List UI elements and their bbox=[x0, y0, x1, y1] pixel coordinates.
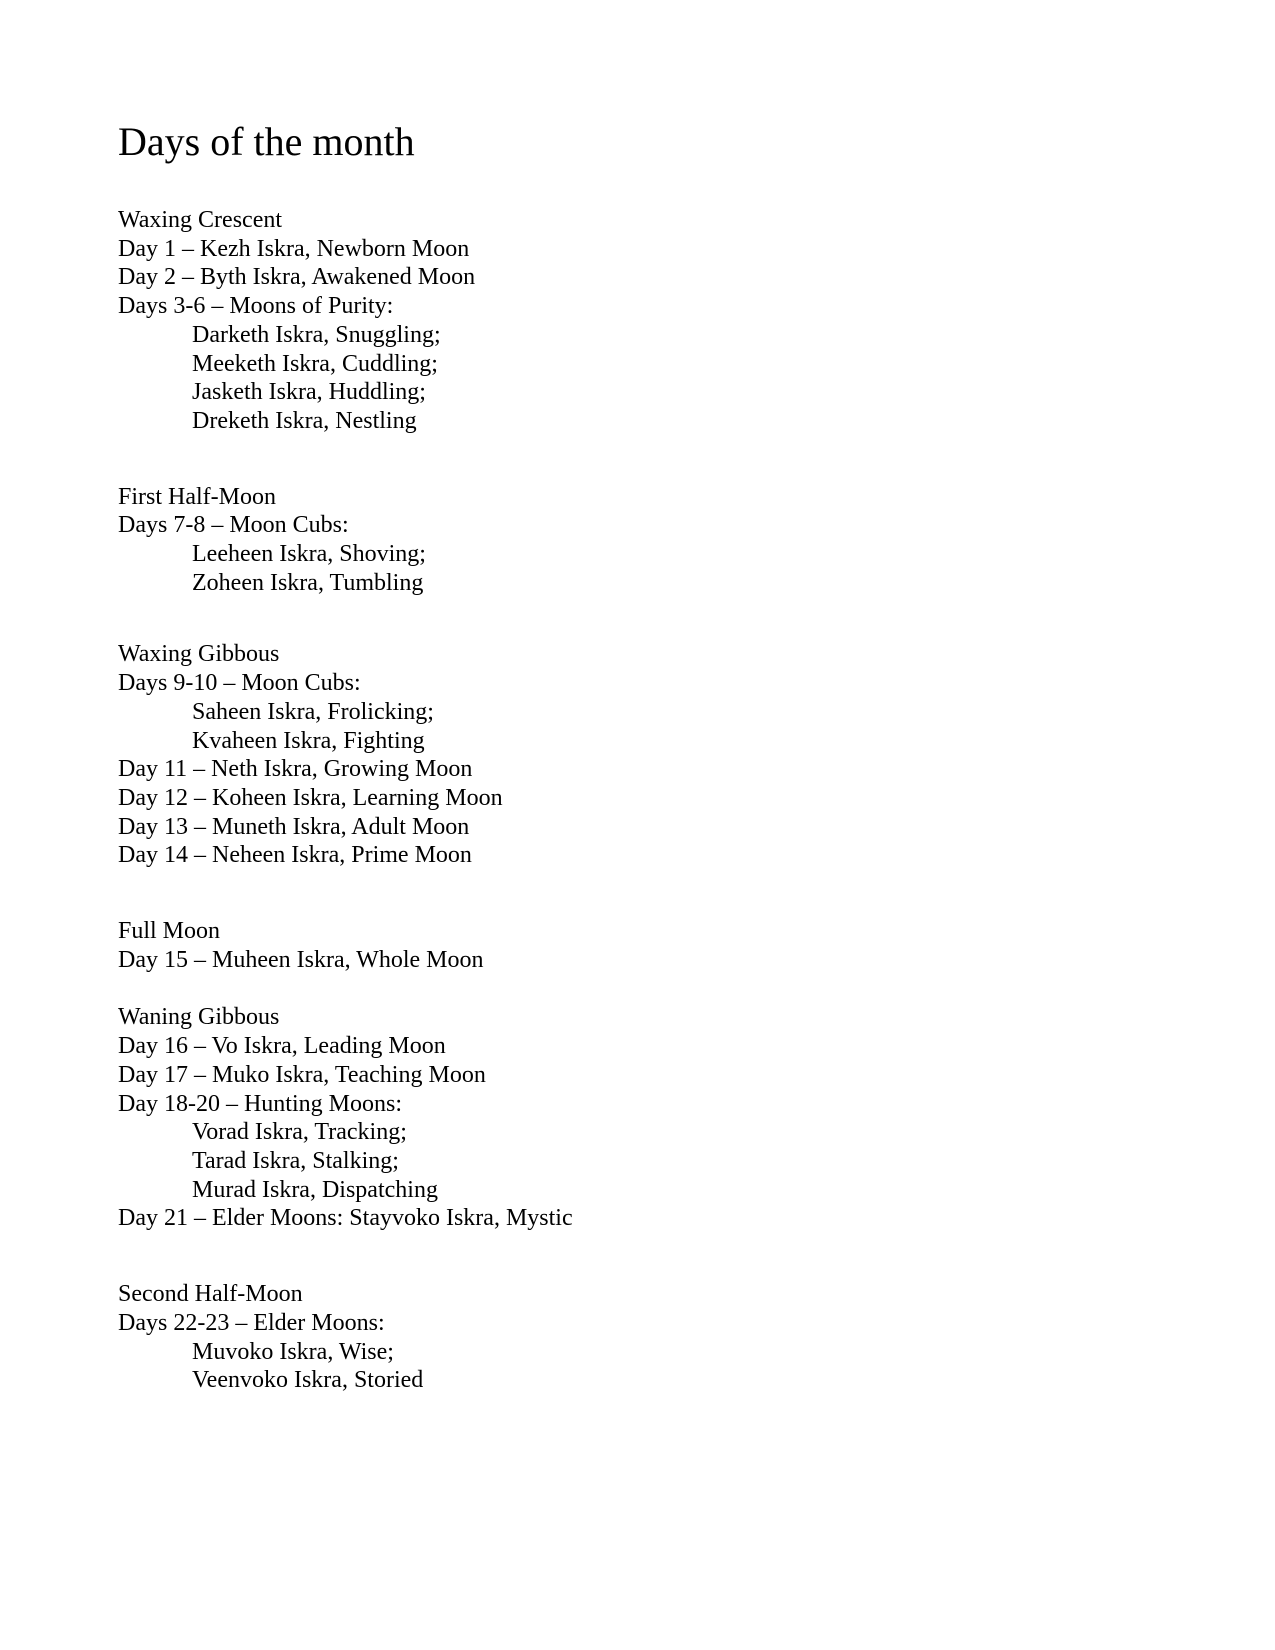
list-item: Days 7-8 – Moon Cubs: bbox=[118, 512, 349, 539]
section-waxing-crescent bbox=[118, 206, 1158, 436]
list-item: Day 21 – Elder Moons: Stayvoko Iskra, Mystic bbox=[118, 1205, 573, 1232]
document-content bbox=[118, 206, 1158, 1395]
document-page bbox=[118, 118, 1158, 1395]
list-item: Days 22-23 – Elder Moons: bbox=[118, 1309, 385, 1336]
list-item: Day 11 – Neth Iskra, Growing Moon bbox=[118, 756, 473, 783]
section-heading: Waning Gibbous bbox=[118, 1004, 280, 1031]
list-subitem: Murad Iskra, Dispatching bbox=[192, 1176, 438, 1203]
list-item: Day 13 – Muneth Iskra, Adult Moon bbox=[118, 813, 470, 840]
list-subitem: Tarad Iskra, Stalking; bbox=[192, 1147, 399, 1174]
list-subitem: Muvoko Iskra, Wise; bbox=[192, 1338, 394, 1365]
list-subitem: Jasketh Iskra, Huddling; bbox=[192, 379, 426, 406]
section-gap bbox=[118, 436, 1158, 483]
list-subitem: Leeheen Iskra, Shoving; bbox=[192, 541, 426, 568]
list-subitem: Saheen Iskra, Frolicking; bbox=[192, 698, 434, 725]
section-full-moon bbox=[118, 917, 1158, 974]
section-heading: Second Half-Moon bbox=[118, 1281, 303, 1308]
list-subitem: Darketh Iskra, Snuggling; bbox=[192, 321, 441, 348]
section-heading: First Half-Moon bbox=[118, 483, 276, 510]
list-item: Days 3-6 – Moons of Purity: bbox=[118, 293, 394, 320]
section-second-half-moon bbox=[118, 1280, 1158, 1395]
section-waxing-gibbous bbox=[118, 640, 1158, 870]
section-heading: Full Moon bbox=[118, 918, 221, 945]
list-item: Day 12 – Koheen Iskra, Learning Moon bbox=[118, 784, 503, 811]
list-subitem: Dreketh Iskra, Nestling bbox=[192, 407, 417, 434]
section-gap bbox=[118, 1233, 1158, 1280]
section-gap bbox=[118, 870, 1158, 917]
list-subitem: Veenvoko Iskra, Storied bbox=[192, 1367, 424, 1394]
list-item: Day 15 – Muheen Iskra, Whole Moon bbox=[118, 946, 484, 973]
section-gap bbox=[118, 597, 1158, 640]
list-item: Day 1 – Kezh Iskra, Newborn Moon bbox=[118, 235, 470, 262]
list-subitem: Zoheen Iskra, Tumbling bbox=[192, 569, 424, 596]
list-item: Day 16 – Vo Iskra, Leading Moon bbox=[118, 1033, 446, 1060]
list-subitem: Vorad Iskra, Tracking; bbox=[192, 1119, 407, 1146]
section-first-half-moon bbox=[118, 483, 1158, 598]
list-item: Day 14 – Neheen Iskra, Prime Moon bbox=[118, 842, 472, 869]
list-item: Day 18-20 – Hunting Moons: bbox=[118, 1090, 402, 1117]
list-subitem: Kvaheen Iskra, Fighting bbox=[192, 727, 425, 754]
page-title: Days of the month bbox=[118, 119, 415, 164]
list-subitem: Meeketh Iskra, Cuddling; bbox=[192, 350, 438, 377]
list-item: Day 2 – Byth Iskra, Awakened Moon bbox=[118, 264, 476, 291]
section-gap bbox=[118, 974, 1158, 1003]
list-item: Days 9-10 – Moon Cubs: bbox=[118, 670, 361, 697]
section-heading: Waxing Gibbous bbox=[118, 641, 280, 668]
section-waning-gibbous bbox=[118, 1003, 1158, 1233]
list-item: Day 17 – Muko Iskra, Teaching Moon bbox=[118, 1061, 486, 1088]
section-heading: Waxing Crescent bbox=[118, 207, 283, 233]
